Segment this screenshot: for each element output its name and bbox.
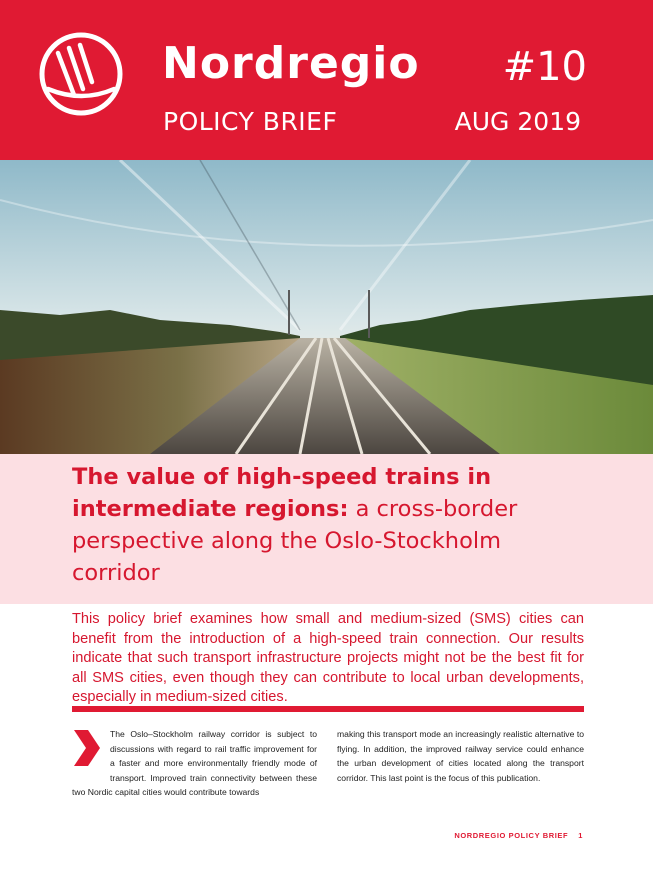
footer-label: NORDREGIO POLICY BRIEF <box>454 831 569 840</box>
publication-type: POLICY BRIEF <box>163 107 338 136</box>
intro-paragraph: This policy brief examines how small and medium-sized (SMS) cities can benefit from the introduction of a high-speed train connection. Our results indicate that such transport infrastructure projects might not be the best fit for all SMS cities, even though they can contribute to local urban developments, especially in medium-sized cities. <box>72 611 584 705</box>
page-title <box>72 461 592 589</box>
page-footer <box>454 831 583 840</box>
brand-name: Nordregio <box>162 38 420 89</box>
divider-rule <box>72 706 584 712</box>
title-regular: a cross-border perspective along the Oslo-Stockholm corridor <box>72 496 518 586</box>
body-text-1: The Oslo–Stockholm railway corridor is subject to discussions with regard to rail traffic improvement for a faster and more environmentally friendly mode of transport. Improved train connectivity between these two Nordic capital cities would contribute towards <box>72 729 317 798</box>
body-column-1 <box>72 727 317 800</box>
header-band <box>0 0 653 160</box>
issue-number: #10 <box>502 44 587 90</box>
publication-date: AUG 2019 <box>454 107 581 136</box>
nordregio-logo-icon <box>38 31 124 117</box>
chevron-spacer <box>72 727 110 771</box>
railway-tracks-photo <box>0 160 653 454</box>
body-column-2: making this transport mode an increasingly realistic alternative to flying. In addition, the improved railway service could enhance the urban development of cities located along the transport corridor. This last point is the focus of this publication. <box>337 729 584 783</box>
title-bold: The value of high-speed trains in intermediate regions: <box>72 464 492 522</box>
page-number: 1 <box>578 831 583 840</box>
